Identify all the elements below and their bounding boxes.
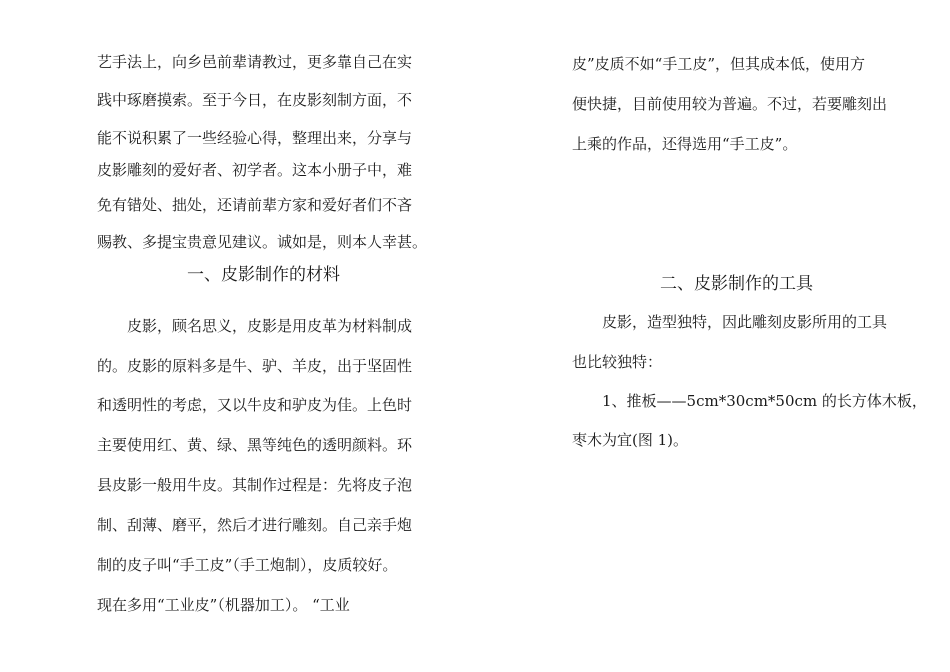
paragraph-line: 县皮影一般用牛皮。其制作过程是：先将皮子泡 <box>97 476 413 494</box>
section-heading-tools: 二、皮影制作的工具 <box>660 274 813 294</box>
paragraph-line: 现在多用“工业皮”（机器加工）。 “工业 <box>97 596 350 614</box>
paragraph-line: 1、推板——5cm*30cm*50cm 的长方体木板， <box>572 392 927 410</box>
paragraph-line: 皮影，顾名思义，皮影是用皮革为材料制成 <box>97 317 413 335</box>
paragraph-line: 皮影，造型独特，因此雕刻皮影所用的工具 <box>572 313 888 331</box>
paragraph-line: 枣木为宜(图 1)。 <box>572 431 689 449</box>
paragraph-line: 践中琢磨摸索。至于今日，在皮影刻制方面，不 <box>97 91 413 109</box>
paragraph-line: 上乘的作品，还得选用“手工皮”。 <box>572 135 798 153</box>
paragraph-line: 的。皮影的原料多是牛、驴、羊皮，出于坚固性 <box>97 357 413 375</box>
paragraph-line: 艺手法上，向乡邑前辈请教过，更多靠自己在实 <box>97 53 413 71</box>
paragraph-line: 和透明性的考虑，又以牛皮和驴皮为佳。上色时 <box>97 396 413 414</box>
paragraph-line: 便快捷，目前使用较为普遍。不过，若要雕刻出 <box>572 95 888 113</box>
section-heading-materials: 一、皮影制作的材料 <box>187 265 340 285</box>
paragraph-line: 能不说积累了一些经验心得，整理出来，分享与 <box>97 129 413 147</box>
paragraph-line: 皮”皮质不如“手工皮”，但其成本低，使用方 <box>572 55 866 73</box>
paragraph-line: 赐教、多提宝贵意见建议。诚如是，则本人幸甚。 <box>97 233 428 251</box>
paragraph-line: 免有错处、拙处，还请前辈方家和爱好者们不吝 <box>97 196 413 214</box>
paragraph-line: 制的皮子叫“手工皮”（手工炮制），皮质较好。 <box>97 556 398 574</box>
paragraph-line: 皮影雕刻的爱好者、初学者。这本小册子中，难 <box>97 161 413 179</box>
paragraph-line: 主要使用红、黄、绿、黑等纯色的透明颜料。环 <box>97 436 413 454</box>
paragraph-line: 制、刮薄、磨平，然后才进行雕刻。自己亲手炮 <box>97 516 413 534</box>
paragraph-line: 也比较独特： <box>572 353 663 371</box>
